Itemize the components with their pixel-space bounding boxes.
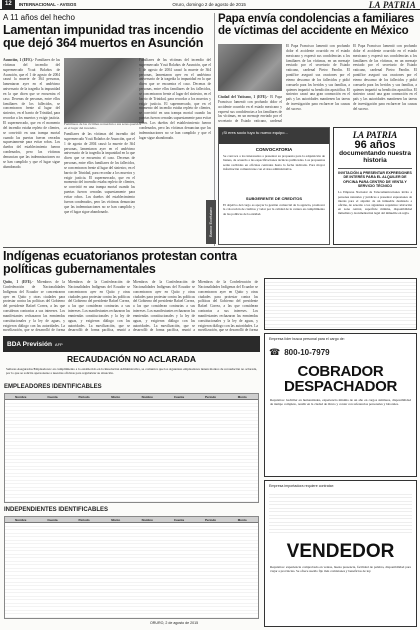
patria-ad-invite-title: INVITACIÓN A PRESENTAR EXPRESIONES DE INTERÉS PARA EL ALQUILER DE OFICINA PARA CENTRO DE VENTA Y SERVICIO TÉCNICO [338,171,412,189]
article-left-body-col2 [64,132,135,243]
patria-ad-tagline: documentando nuestra historia [339,150,411,164]
article-bottom-dateline: Quito, 1 (EFE).- [3,280,34,284]
vendedor-lead: Empresa importadora requiere contratar: [269,484,334,488]
table1-rows [5,400,258,502]
bank-ad-sub-body: El objetivo del cargo es apoyar la gestión comercial de la agencia, promover la colocación de créditos y velar por la calidad de la cartera en cumplimiento de las políticas de la entidad. [223,203,325,216]
despachador-title: COBRADOR DESPACHADOR [283,363,398,395]
table2-col-5: Cuenta [173,518,185,522]
patria-ad [333,127,417,245]
patria-ad-divider [338,168,412,169]
table2-rows [5,523,258,618]
article-left-dateline: Asunción, 1 (EFE).- [3,58,34,62]
table1 [4,393,259,503]
table2-col-3: Monto [111,518,121,522]
table2-col-0: Nombre [15,518,27,522]
bank-ad-subtitle: SUBGERENTE DE CREDITOS [245,196,303,201]
table2 [4,516,259,619]
phone-icon: ☎ [269,346,281,357]
notice-brand: BDA Previsión [7,340,52,348]
vendedor-title: VENDEDOR [286,541,395,562]
article-bottom-body-col3 [133,280,195,332]
despachador-hotline-row [265,344,416,360]
article-left-headline: Lamentan impunidad tras incendio que dejó 364 muertos en Asunción [3,23,204,50]
article-bottom-body-text-4: Miembros de la Confederación de Nacionalidades Indígenas del Ecuador se concentraron ayer en Quito y otras ciudades para protestar contra las políticas del Gobierno del presidente Rafael Correa, a las que consideran contrarias a sus intereses. Los manifestantes rechazaron las enmiendas constitucionales y la ley de aguas, y exigieron diálogo con las autoridades. La movilización, que se desarrolló de forma [198,280,258,332]
patria-ad-masthead: LA PATRIA [352,130,398,140]
bank-ad-banner [219,128,329,144]
article-left-kicker: A 11 años del hecho [3,13,75,22]
notice-brand-sub: AFP [54,341,63,347]
table1-title: EMPLEADORES IDENTIFICABLES [4,384,102,390]
table2-col-4: Nombre [141,518,153,522]
article-bottom-body-col4 [198,280,258,332]
table1-col-2: Periodo [78,395,90,399]
vendedor-ad [264,480,417,627]
article-right-body [218,95,282,123]
table1-col-4: Nombre [141,395,153,399]
article-bottom-body-col2 [68,280,130,332]
table1-col-3: Monto [111,395,121,399]
article-left-body-text-2: Familiares de las víctimas del incendio del supermercado Ycuá Bolaños de Asunción, que el 1 de agosto de 2004 causó la muerte de 364 personas, lamentaron ayer en el undécimo aniversario de la tragedia la impunidad en la que dicen que se encuentra el caso. Decenas de personas, entre ellos familiares de los fallecidos, se concentraron frente al lugar del siniestro, en el barrio de Trinidad, para recordar a los muertos y exigir justicia. El supermercado, que en el momento del incendio estaba repleto de clientes, se convirtió en una trampa mortal cuando las puertas fueron cerradas supuestamente para evitar robos. Los dueños del establecimiento fueron condenados, pero las víctimas denuncian que las indemnizaciones no se han cumplido y que el lugar sigue abandonado. [64,132,135,214]
article-bottom-body-text-3: Miembros de la Confederación de Nacionalidades Indígenas del Ecuador se concentraron ayer en Quito y otras ciudades para protestar contra las políticas del Gobierno del presidente Rafael Correa, a las que consideran contrarias a sus intereses. Los manifestantes rechazaron las enmiendas constitucionales y la ley de aguas, y exigieron diálogo con las autoridades. La movilización, que se desarrolló de forma pacífica, reunió a [133,280,195,332]
despachador-hotline: 800-10-7979 [284,347,330,357]
article-left-body-text-3: Familiares de las víctimas del incendio del supermercado Ycuá Bolaños de Asunción, que el 1 de agosto de 2004 causó la muerte de 364 personas, lamentaron ayer en el undécimo aniversario de la tragedia la impunidad en la que dicen que se encuentra el caso. Decenas de personas, entre ellos familiares de los fallecidos, se concentraron frente al lugar del siniestro, en el barrio de Trinidad, para recordar a los muertos y exigir justicia. El supermercado, que en el momento del incendio estaba repleto de clientes, se convirtió en una trampa mortal cuando las puertas fueron cerradas supuestamente para evitar robos. Los dueños del establecimiento fueron condenados, pero las víctimas denuncian que las indemnizaciones no se han cumplido y que el lugar sigue abandonado. [139,58,211,140]
patria-ad-body: La Empresa Nacional de Telecomunicaciones invita a personas naturales y jurídicas a presentar expresiones de interés para el alquiler de un inmueble destinado a oficina, de acuerdo a los siguientes requisitos: ubicación en zona central, superficie mínima, disponibilidad inmediata y documentación legal del inmueble en regla. [338,190,412,216]
vendedor-requirements [269,491,412,536]
small-ad-1 [264,278,417,330]
table2-title: INDEPENDIENTES IDENTIFICABLES [4,507,109,513]
bank-ad-logo: Banco Ecofuturo [206,200,216,244]
bank-ad-notice-title: CONVOCATORIA [255,147,293,152]
article-right-body-col2 [286,44,350,124]
table1-col-0: Nombre [15,395,27,399]
masthead: LA PATRIA [368,0,416,10]
notice-title: RECAUDACIÓN NO ACLARADA [66,354,197,364]
article-left-body-col3 [139,58,211,243]
article-right-body-text: El Papa Francisco lamentó con profundo dolor el accidente ocurrido en el estado mexicano y expresó sus condolencias a los familiares de las víctimas, en un mensaje enviado por el secretario de Estado vaticano, cardenal [218,95,282,123]
table1-col-5: Cuenta [173,395,185,399]
small-ad-1-text [265,279,416,329]
article-right-body-col3 [353,44,417,124]
issue-date: Oruro, domingo 2 de agosto de 2015 [172,2,246,7]
table2-col-6: Periodo [204,518,217,522]
article-left-photo-caption: Familiares de las víctimas recuerdan a sus seres queridos en el lugar del incendio. [64,122,142,130]
article-right-headline: Papa envía condolencias a familiares de víctimas del accidente en México [218,13,415,37]
table2-col-2: Periodo [78,518,90,522]
article-right-dateline: Ciudad del Vaticano, 1 (EFE).- [218,95,269,99]
notice-body: Señores Asegurados/Empleadores: en cumplimiento a lo establecido en la Resolución Administrativa, se comunica que los siguientes empleadores tienen montos de recaudación no aclarada, por lo que se solicita apersonarse a nuestras oficinas para regularizar su situación. [6,367,257,376]
page-number: 12 [2,0,15,9]
table2-col-7: Monto [237,518,247,522]
article-left-photo [64,58,144,130]
table1-col-6: Periodo [204,395,217,399]
article-left-body [3,58,60,243]
notice-footer: ORURO, 2 de agosto de 2015 [150,621,199,625]
article-left-body-text: Familiares de las víctimas del incendio del supermercado Ycuá Bolaños de Asunción, que el 1 de agosto de 2004 causó la muerte de 364 personas, lamentaron ayer en el undécimo aniversario de la tragedia la impunidad en la que dicen que se encuentra el caso. Decenas de personas, entre ellos familiares de los fallecidos, se concentraron frente al lugar del siniestro, en el barrio de Trinidad, para recordar a los muertos y exigir justicia. El supermercado, que en el momento del incendio estaba repleto de clientes, se convirtió en una trampa mortal cuando las puertas fueron cerradas supuestamente para evitar robos. Los dueños del establecimiento fueron condenados, pero las víctimas denuncian que las indemnizaciones no se han cumplido y que el lugar sigue abandonado. [3,58,60,169]
table1-col-1: Cuenta [47,395,58,399]
article-bottom-body-text-2: Miembros de la Confederación de Nacionalidades Indígenas del Ecuador se concentraron ayer en Quito y otras ciudades para protestar contra las políticas del Gobierno del presidente Rafael Correa, a las que consideran contrarias a sus intereses. Los manifestantes rechazaron las enmiendas constitucionales y la ley de aguas, y exigieron diálogo con las autoridades. La movilización, que se desarrolló de forma pacífica, reunió a [68,280,130,332]
section-divider [3,247,417,248]
despachador-lead: Empresa líder busca personal para el cargo de: [269,337,345,341]
article-right-photo [218,44,282,91]
bank-ad [218,127,330,245]
despachador-body: Requisitos: bachiller en humanidades, experiencia mínima de un año en cargos similares, disponibilidad de tiempo completo, residir en la ciudad de Oruro y contar con referencias personales y laborales. [270,398,411,407]
patria-ad-years: 96 años [354,139,396,151]
article-bottom-headline: Indígenas ecuatorianos protestan contra políticas gubernamentales [3,249,237,276]
article-right-body-text-3: El Papa Francisco lamentó con profundo dolor el accidente ocurrido en el estado mexicano y expresó sus condolencias a los familiares de las víctimas, en un mensaje enviado por el secretario de Estado vaticano, cardenal Pietro Parolin. El pontífice aseguró sus oraciones por el eterno descanso de los fallecidos y pidió consuelo para los heridos y sus familias, a quienes impartió su bendición apostólica. El siniestro causó una gran conmoción en el país y las autoridades mantienen las tareas de investigación para esclarecer las causas del suceso. [353,44,417,111]
article-bottom-body-text: Miembros de la Confederación de Nacionalidades Indígenas del Ecuador se concentraron ayer en Quito y otras ciudades para protestar contra las políticas del Gobierno del presidente Rafael Correa, a las que consideran contrarias a sus intereses. Los manifestantes rechazaron las enmiendas constitucionales y la ley de aguas, y exigieron diálogo con las autoridades. La movilización, que se desarrolló de forma [3,280,65,332]
page-header [0,0,420,10]
despachador-ad [264,333,417,477]
notice-brand-band [3,336,260,352]
article-bottom-body [3,280,65,332]
table1-col-7: Monto [237,395,247,399]
bank-ad-slogan: ¡Si eres socio tuyo tu nuevo equipo... [222,130,288,135]
vendedor-body: Requisitos: experiencia comprobada en ventas, buena presencia, facilidad de palabra, disponibilidad para viajar a provincias. Se ofrece sueldo fijo más comisiones y beneficios de ley. [270,565,411,574]
table2-col-1: Cuenta [47,518,58,522]
bank-ad-body: Se convoca a los interesados a presentar su propuesta para la adquisición de bienes, de acuerdo a las especificaciones técnicas publicadas. Las propuestas serán recibidas en oficinas centrales hasta la fecha indicada. Para mayor información comunicarse con el área administrativa. [223,154,325,171]
section-name: INTERNACIONAL - AVISOS [18,2,77,7]
article-right-body-text-2: El Papa Francisco lamentó con profundo dolor el accidente ocurrido en el estado mexicano y expresó sus condolencias a los familiares de las víctimas, en un mensaje enviado por el secretario de Estado vaticano, cardenal Pietro Parolin. El pontífice aseguró sus oraciones por el eterno descanso de los fallecidos y pidió consuelo para los heridos y sus familias, a quienes impartió su bendición apostólica. El siniestro causó una gran conmoción en el país y las autoridades mantienen las tareas de investigación para esclarecer las causas del suceso. [286,44,350,111]
